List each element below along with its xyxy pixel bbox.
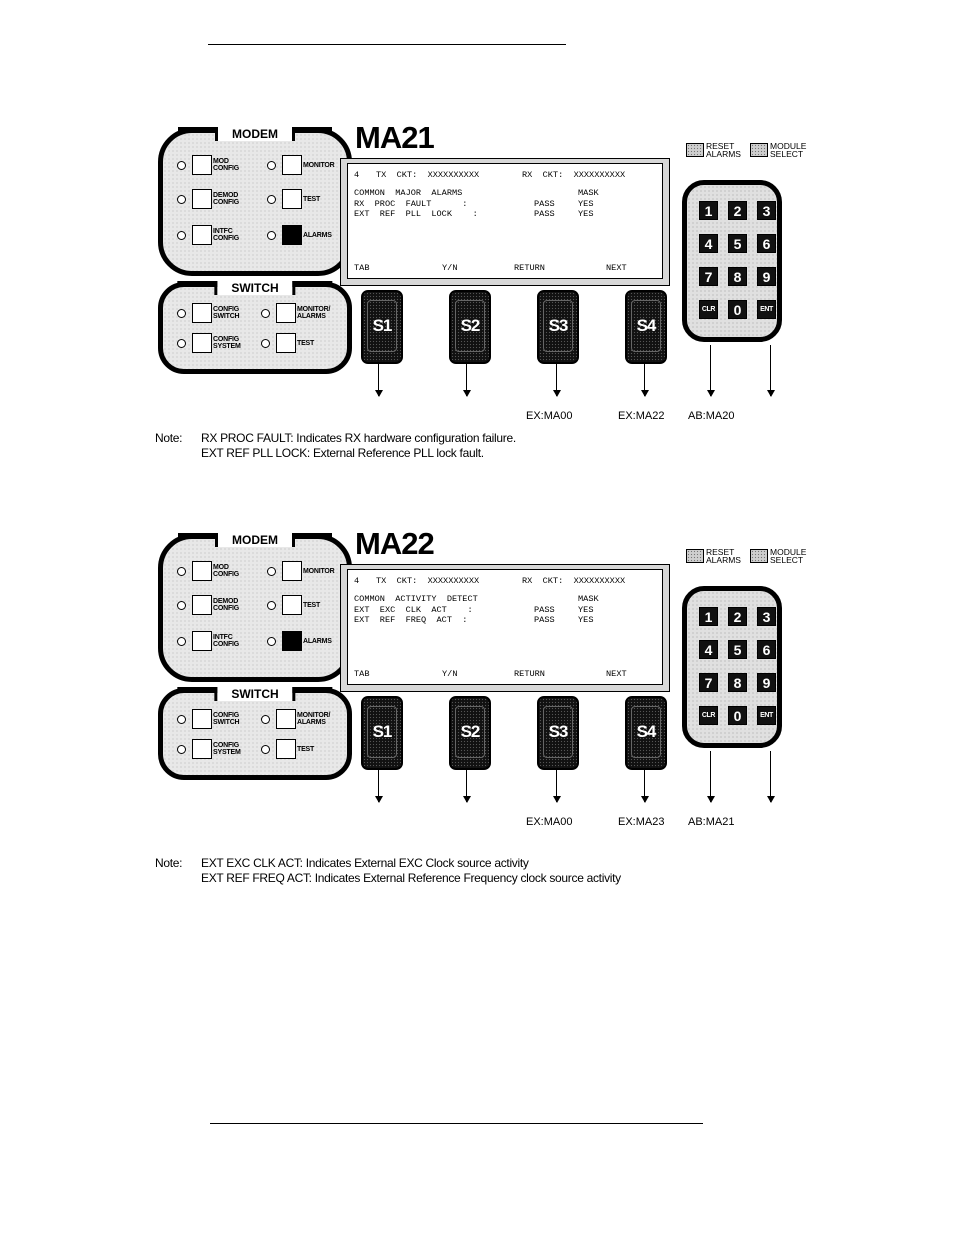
led-indicator: [177, 715, 186, 724]
softkey-label-return: RETURN: [514, 263, 545, 273]
keypad-key-6[interactable]: 6: [757, 640, 776, 659]
arrow-label-ex-ma23: EX:MA23: [618, 816, 665, 828]
switch-button-monitor-alarms[interactable]: [261, 303, 337, 323]
modem-panel-title: MODEM: [215, 127, 295, 141]
tx-circuit: TX CKT: XXXXXXXXXX: [376, 576, 480, 586]
row-mask: MASK: [578, 188, 599, 198]
softkey-label-tab: TAB: [354, 263, 370, 273]
row-status: PASS: [534, 198, 555, 209]
reset-alarms-button[interactable]: [686, 548, 741, 564]
switch-button-label: MONITOR/ ALARMS: [297, 306, 331, 320]
keypad-key-2[interactable]: 2: [728, 201, 747, 220]
arrow-label-ex-ma22: EX:MA22: [618, 410, 665, 422]
panel-key[interactable]: [192, 303, 212, 323]
softkey-s3[interactable]: [537, 696, 579, 770]
led-indicator: [267, 601, 276, 610]
row-mask: YES: [578, 209, 594, 219]
switch-panel: [158, 282, 352, 374]
lcd-display: [340, 564, 670, 692]
modem-panel: [158, 128, 352, 276]
softkey-s4[interactable]: [625, 696, 667, 770]
panel-key[interactable]: [192, 333, 212, 353]
softkey-face: S4: [631, 300, 661, 352]
module-select-label: MODULE SELECT: [770, 141, 807, 159]
modem-button-test[interactable]: [267, 189, 343, 209]
arrow-label-ab-ma21: AB:MA21: [688, 816, 735, 828]
down-arrow: [644, 364, 645, 396]
modem-button-monitor[interactable]: [267, 561, 343, 581]
screen-number: 4: [354, 170, 360, 180]
row-label: EXT EXC CLK ACT :: [354, 604, 473, 615]
modem-panel-title: MODEM: [215, 533, 295, 547]
switch-button-monitor-alarms[interactable]: [261, 709, 337, 729]
reset-alarms-label: RESET ALARMS: [706, 141, 741, 159]
softkey-label-return: RETURN: [514, 669, 545, 679]
softkey-label-yn: Y/N: [442, 263, 458, 273]
modem-button-test[interactable]: [267, 595, 343, 615]
down-arrow: [378, 770, 379, 802]
panel-key[interactable]: [192, 595, 212, 615]
softkey-labels: [354, 263, 656, 274]
led-indicator: [267, 231, 276, 240]
softkey-s3[interactable]: [537, 290, 579, 364]
softkey-face: S3: [543, 706, 573, 758]
led-indicator: [261, 339, 270, 348]
module-select-button[interactable]: [750, 548, 806, 564]
keypad-key-5[interactable]: 5: [728, 640, 747, 659]
note-line: RX PROC FAULT: Indicates RX hardware configuration failure.: [201, 431, 516, 445]
switch-button-label: CONFIG SWITCH: [213, 712, 240, 726]
keypad-key-3[interactable]: 3: [757, 607, 776, 626]
down-arrow: [556, 770, 557, 802]
switch-button-config-system[interactable]: [177, 333, 253, 353]
led-indicator: [177, 339, 186, 348]
softkey-label-yn: Y/N: [442, 669, 458, 679]
row-label: COMMON MAJOR ALARMS: [354, 188, 463, 198]
softkey-face: S4: [631, 706, 661, 758]
keypad-key-3[interactable]: 3: [757, 201, 776, 220]
module-select-key: [750, 549, 768, 563]
lcd-screen: [347, 163, 663, 279]
keypad-key-5[interactable]: 5: [728, 234, 747, 253]
screen-number: 4: [354, 576, 360, 586]
down-arrow: [770, 751, 771, 802]
module-select-button[interactable]: [750, 142, 806, 158]
row-mask: YES: [578, 604, 594, 615]
panel-key[interactable]: [276, 709, 296, 729]
led-indicator: [261, 715, 270, 724]
row-label: RX PROC FAULT :: [354, 198, 468, 209]
keypad-key-1[interactable]: 1: [699, 201, 718, 220]
modem-button-label: INTFC CONFIG: [213, 228, 240, 242]
reset-alarms-button[interactable]: [686, 142, 741, 158]
led-indicator: [177, 161, 186, 170]
panel-key[interactable]: [282, 595, 302, 615]
row-status: PASS: [534, 615, 555, 625]
modem-button-alarms[interactable]: [267, 631, 343, 651]
led-indicator: [267, 637, 276, 646]
led-indicator: [267, 161, 276, 170]
figure-title: MA21: [355, 120, 434, 155]
down-arrow: [644, 770, 645, 802]
switch-button-label: CONFIG SWITCH: [213, 306, 240, 320]
keypad-key-4[interactable]: 4: [699, 234, 718, 253]
led-indicator: [177, 309, 186, 318]
switch-button-label: CONFIG SYSTEM: [213, 742, 241, 756]
figure-ma21: [150, 120, 820, 540]
softkey-s1[interactable]: [361, 290, 403, 364]
led-indicator: [177, 195, 186, 204]
softkey-s4[interactable]: [625, 290, 667, 364]
modem-button-label: DEMOD CONFIG: [213, 598, 240, 612]
row-label: EXT REF FREQ ACT :: [354, 615, 468, 625]
panel-key[interactable]: [192, 561, 212, 581]
keypad-key-4[interactable]: 4: [699, 640, 718, 659]
rx-circuit: RX CKT: XXXXXXXXXX: [522, 576, 626, 586]
modem-button-label: INTFC CONFIG: [213, 634, 240, 648]
panel-key[interactable]: [282, 631, 302, 651]
keypad-key-9[interactable]: 9: [757, 267, 776, 286]
footer-rule: [210, 1123, 703, 1124]
modem-button-mod-config[interactable]: [177, 155, 253, 175]
keypad-key-ent[interactable]: ENT: [757, 300, 776, 319]
lcd-screen: [347, 569, 663, 685]
arrow-label-ex-ma00: EX:MA00: [526, 410, 573, 422]
modem-button-label: TEST: [303, 195, 321, 203]
keypad-key-9[interactable]: 9: [757, 673, 776, 692]
led-indicator: [261, 745, 270, 754]
keypad-key-0[interactable]: 0: [728, 300, 747, 319]
softkey-label-next: NEXT: [606, 669, 627, 679]
softkey-face: S1: [367, 300, 397, 352]
row-label: EXT REF PLL LOCK :: [354, 209, 478, 219]
lcd-display: [340, 158, 670, 286]
modem-button-label: DEMOD CONFIG: [213, 192, 240, 206]
row-mask: YES: [578, 198, 594, 209]
panel-key[interactable]: [282, 225, 302, 245]
softkey-s2[interactable]: [449, 290, 491, 364]
panel-key[interactable]: [282, 189, 302, 209]
led-indicator: [177, 601, 186, 610]
note-line: EXT EXC CLK ACT: Indicates External EXC Clock source activity: [201, 856, 529, 870]
numeric-keypad: [682, 586, 782, 748]
row-label: COMMON ACTIVITY DETECT: [354, 594, 478, 604]
figure-title: MA22: [355, 526, 434, 561]
row-status: PASS: [534, 604, 555, 615]
panel-key[interactable]: [192, 739, 212, 759]
softkey-labels: [354, 669, 656, 680]
down-arrow: [710, 345, 711, 396]
module-select-key: [750, 143, 768, 157]
tx-circuit: TX CKT: XXXXXXXXXX: [376, 170, 480, 180]
switch-button-label: MONITOR/ ALARMS: [297, 712, 331, 726]
modem-button-label: MOD CONFIG: [213, 158, 240, 172]
softkey-face: S2: [455, 706, 485, 758]
keypad-key-8[interactable]: 8: [728, 267, 747, 286]
led-indicator: [177, 637, 186, 646]
modem-button-intfc-config[interactable]: [177, 631, 253, 651]
row-mask: MASK: [578, 594, 599, 604]
switch-panel: [158, 688, 352, 780]
switch-button-test[interactable]: [261, 739, 337, 759]
softkey-label-next: NEXT: [606, 263, 627, 273]
panel-key[interactable]: [282, 561, 302, 581]
down-arrow: [710, 751, 711, 802]
down-arrow: [466, 364, 467, 396]
keypad-key-1[interactable]: 1: [699, 607, 718, 626]
switch-button-label: TEST: [297, 745, 315, 753]
softkey-s1[interactable]: [361, 696, 403, 770]
note-line: EXT REF PLL LOCK: External Reference PLL lock fault.: [201, 446, 484, 460]
modem-button-label: MONITOR: [303, 567, 335, 575]
modem-button-label: TEST: [303, 601, 321, 609]
switch-button-config-switch[interactable]: [177, 303, 253, 323]
modem-button-mod-config[interactable]: [177, 561, 253, 581]
keypad-key-7[interactable]: 7: [699, 673, 718, 692]
numeric-keypad: [682, 180, 782, 342]
softkey-face: S3: [543, 300, 573, 352]
note-label: Note:: [155, 431, 183, 445]
softkey-face: S1: [367, 706, 397, 758]
rx-circuit: RX CKT: XXXXXXXXXX: [522, 170, 626, 180]
row-status: PASS: [534, 209, 555, 219]
panel-key[interactable]: [192, 225, 212, 245]
led-indicator: [267, 195, 276, 204]
switch-panel-title: SWITCH: [214, 281, 295, 295]
led-indicator: [177, 567, 186, 576]
modem-button-demod-config[interactable]: [177, 189, 253, 209]
down-arrow: [556, 364, 557, 396]
panel-key[interactable]: [192, 155, 212, 175]
led-indicator: [261, 309, 270, 318]
panel-key[interactable]: [192, 709, 212, 729]
panel-key[interactable]: [276, 333, 296, 353]
switch-button-config-switch[interactable]: [177, 709, 253, 729]
row-mask: YES: [578, 615, 594, 625]
keypad-key-ent[interactable]: ENT: [757, 706, 776, 725]
panel-key[interactable]: [276, 303, 296, 323]
modem-button-label: MOD CONFIG: [213, 564, 240, 578]
note-line: EXT REF FREQ ACT: Indicates External Reference Frequency clock source activity: [201, 871, 621, 885]
led-indicator: [177, 231, 186, 240]
led-indicator: [177, 745, 186, 754]
reset-alarms-key: [686, 143, 704, 157]
switch-button-label: CONFIG SYSTEM: [213, 336, 241, 350]
modem-button-intfc-config[interactable]: [177, 225, 253, 245]
modem-button-label: ALARMS: [303, 637, 332, 645]
switch-button-test[interactable]: [261, 333, 337, 353]
panel-key[interactable]: [192, 189, 212, 209]
arrow-label-ab-ma20: AB:MA20: [688, 410, 735, 422]
led-indicator: [267, 567, 276, 576]
reset-alarms-key: [686, 549, 704, 563]
softkey-s2[interactable]: [449, 696, 491, 770]
note-label: Note:: [155, 856, 183, 870]
panel-key[interactable]: [276, 739, 296, 759]
switch-button-label: TEST: [297, 339, 315, 347]
modem-button-demod-config[interactable]: [177, 595, 253, 615]
modem-button-alarms[interactable]: [267, 225, 343, 245]
down-arrow: [770, 345, 771, 396]
modem-button-label: ALARMS: [303, 231, 332, 239]
keypad-key-2[interactable]: 2: [728, 607, 747, 626]
modem-button-monitor[interactable]: [267, 155, 343, 175]
switch-panel-title: SWITCH: [214, 687, 295, 701]
keypad-key-8[interactable]: 8: [728, 673, 747, 692]
switch-button-config-system[interactable]: [177, 739, 253, 759]
softkey-label-tab: TAB: [354, 669, 370, 679]
reset-alarms-label: RESET ALARMS: [706, 547, 741, 565]
note-ma22: [155, 855, 855, 889]
keypad-key-clr[interactable]: CLR: [699, 300, 718, 319]
note-ma21: [155, 430, 855, 464]
down-arrow: [378, 364, 379, 396]
panel-key[interactable]: [192, 631, 212, 651]
arrow-label-ex-ma00: EX:MA00: [526, 816, 573, 828]
header-rule: [208, 44, 566, 45]
keypad-key-7[interactable]: 7: [699, 267, 718, 286]
keypad-key-6[interactable]: 6: [757, 234, 776, 253]
keypad-key-0[interactable]: 0: [728, 706, 747, 725]
module-select-label: MODULE SELECT: [770, 547, 807, 565]
modem-button-label: MONITOR: [303, 161, 335, 169]
softkey-face: S2: [455, 300, 485, 352]
down-arrow: [466, 770, 467, 802]
keypad-key-clr[interactable]: CLR: [699, 706, 718, 725]
modem-panel: [158, 534, 352, 682]
panel-key[interactable]: [282, 155, 302, 175]
